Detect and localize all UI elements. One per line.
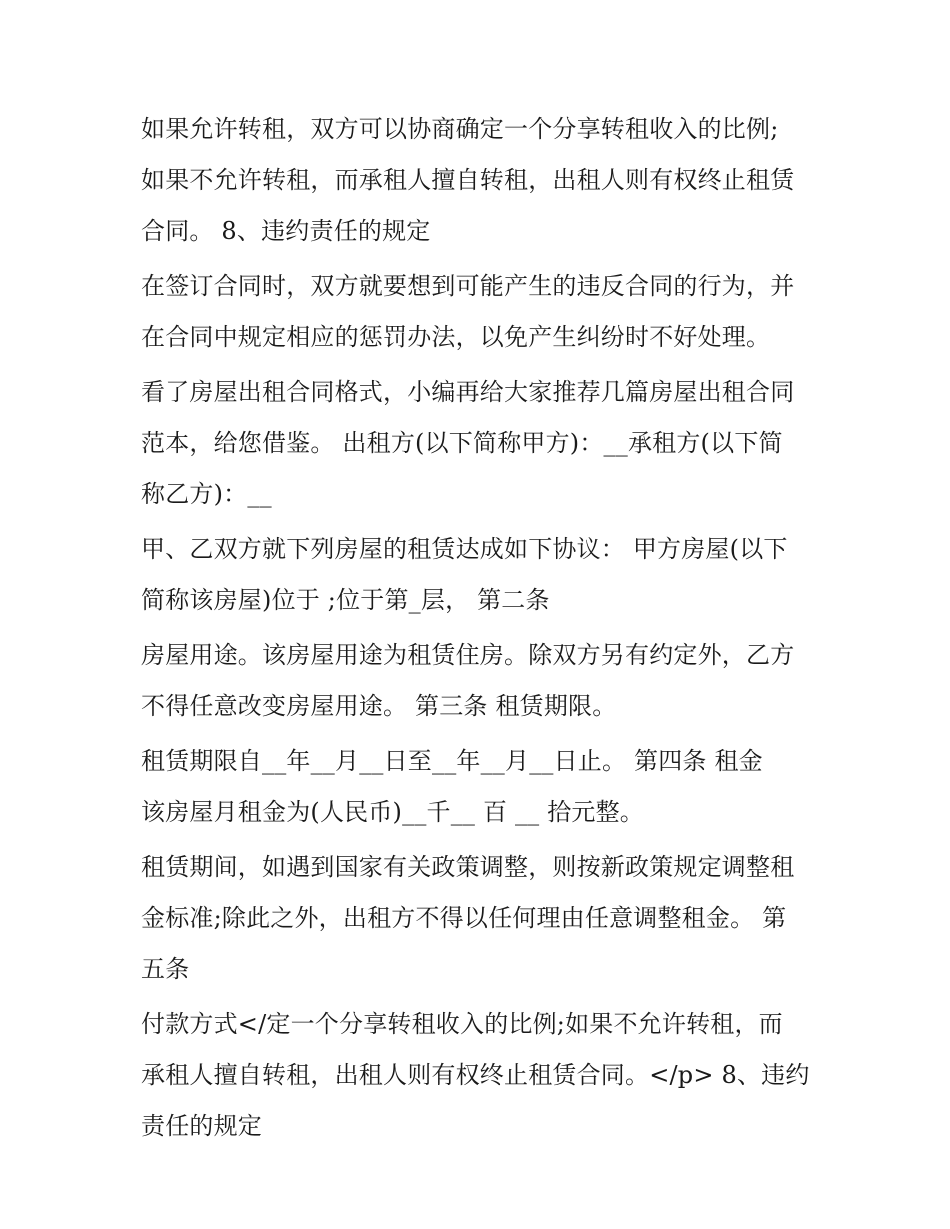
text-line: 简称该房屋)位于 ;位于第_层， 第二条 xyxy=(141,586,550,614)
paragraph-house-use xyxy=(141,630,821,732)
text-line: 租赁期间，如遇到国家有关政策调整，则按新政策规定调整租 xyxy=(141,853,795,881)
text-line: 合同。 8、违约责任的规定 xyxy=(141,217,431,245)
text-line: 该房屋月租金为(人民币)__千__ 百 __ 拾元整。 xyxy=(141,798,645,826)
text-line: 五条 xyxy=(141,955,190,983)
text-line: 在合同中规定相应的惩罚办法，以免产生纠纷时不好处理。 xyxy=(141,323,771,351)
text-line: 金标准;除此之外，出租方不得以任何理由任意调整租金。 第 xyxy=(141,904,787,932)
text-line: 责任的规定 xyxy=(141,1112,262,1140)
text-line: 租赁期限自__年__月__日至__年__月__日止。 第四条 租金 xyxy=(141,747,763,775)
paragraph-sublease-terms xyxy=(141,104,821,257)
paragraph-lease-term-rent xyxy=(141,736,821,838)
text-line: 房屋用途。该房屋用途为租赁住房。除双方另有约定外，乙方 xyxy=(141,641,795,669)
paragraph-agreement-location xyxy=(141,524,821,626)
text-line: 甲、乙双方就下列房屋的租赁达成如下协议： 甲方房屋(以下 xyxy=(141,535,788,563)
text-line: 不得任意改变房屋用途。 第三条 租赁期限。 xyxy=(141,692,617,720)
text-line: 承租人擅自转租，出租人则有权终止租赁合同。</p> 8、违约 xyxy=(141,1061,810,1089)
text-line: 在签订合同时，双方就要想到可能产生的违反合同的行为，并 xyxy=(141,272,795,300)
paragraph-rent-adjustment xyxy=(141,842,821,995)
paragraph-breach-liability xyxy=(141,261,821,363)
text-line: 范本，给您借鉴。 出租方(以下简称甲方)：__承租方(以下简 xyxy=(141,429,783,457)
document-body xyxy=(141,104,821,1156)
paragraph-recommendation xyxy=(141,367,821,520)
text-line: 如果不允许转租，而承租人擅自转租，出租人则有权终止租赁 xyxy=(141,166,795,194)
paragraph-payment-method xyxy=(141,999,821,1152)
text-line: 付款方式</定一个分享转租收入的比例;如果不允许转租，而 xyxy=(141,1010,783,1038)
text-line: 如果允许转租，双方可以协商确定一个分享转租收入的比例; xyxy=(141,115,779,143)
text-line: 看了房屋出租合同格式，小编再给大家推荐几篇房屋出租合同 xyxy=(141,378,795,406)
text-line: 称乙方)：__ xyxy=(141,480,272,508)
